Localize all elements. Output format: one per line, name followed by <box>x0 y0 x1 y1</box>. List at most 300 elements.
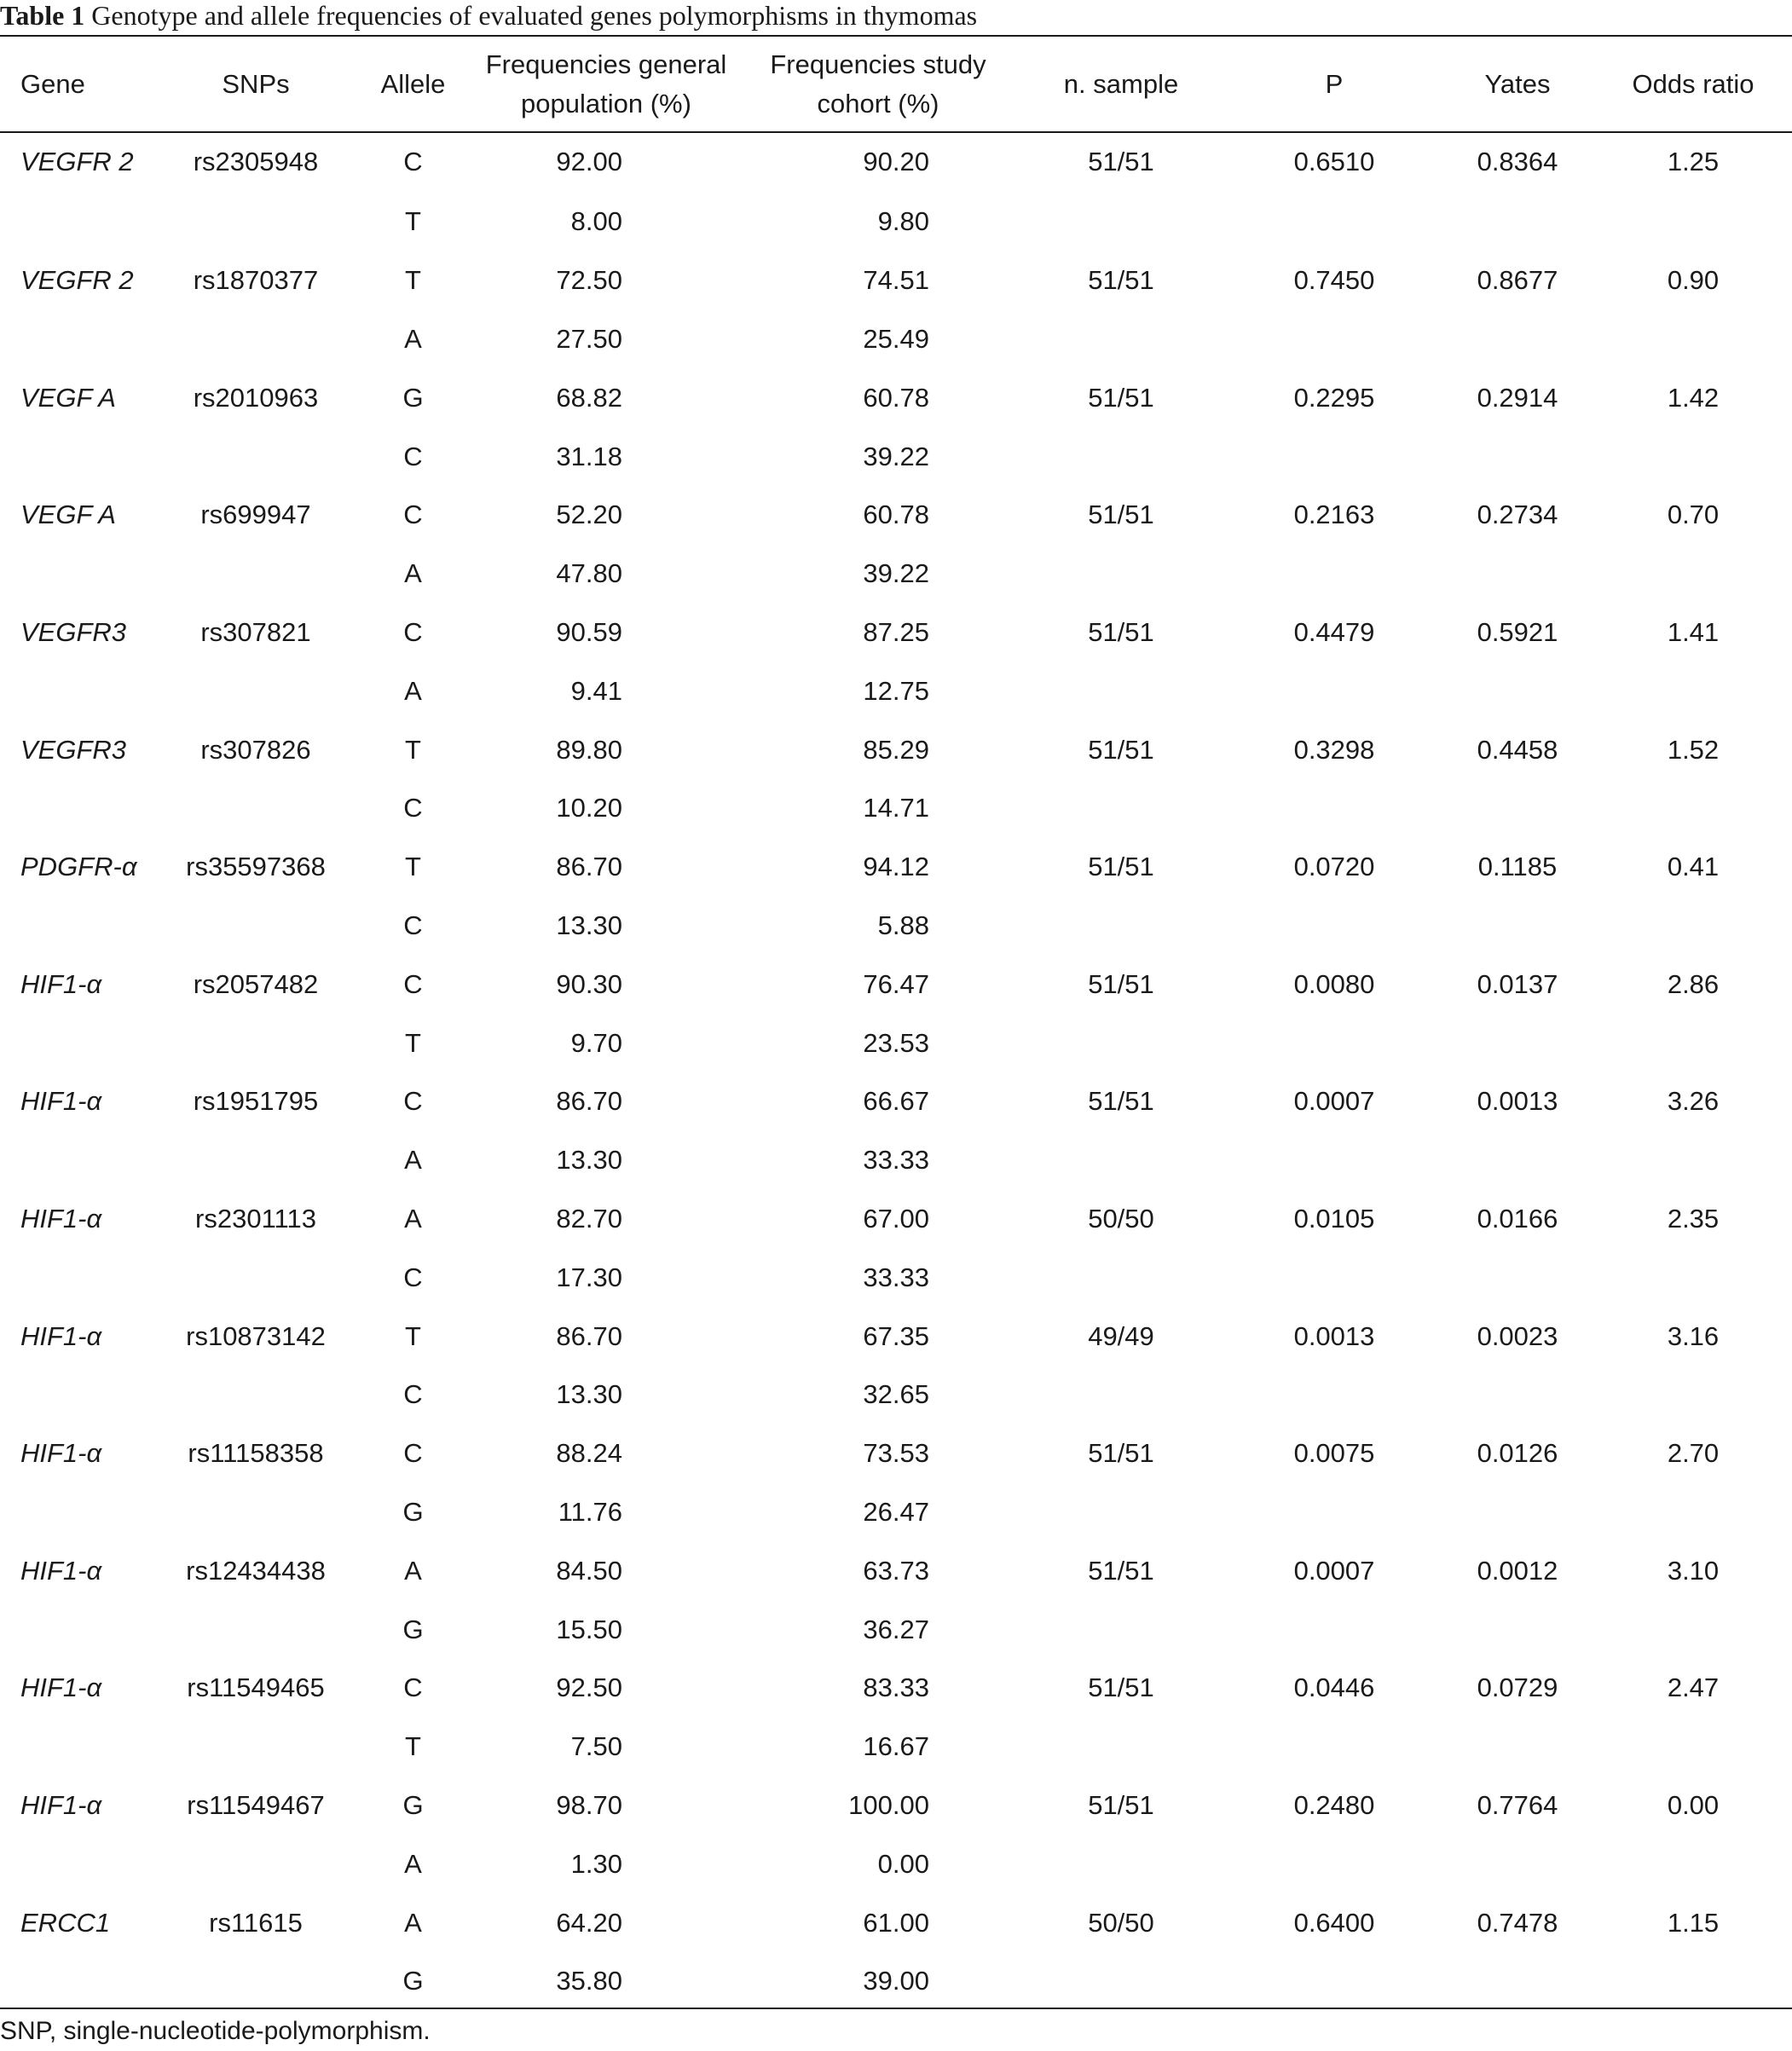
cell-n-sample: 51/51 <box>1088 734 1154 765</box>
cell-odds-ratio: 3.16 <box>1667 1320 1720 1351</box>
cell-snp: rs2305948 <box>193 147 319 176</box>
cell-n-sample <box>1015 1718 1228 1777</box>
cell-allele: C <box>403 1086 423 1117</box>
cell-odds-ratio <box>1594 662 1792 720</box>
cell-gene <box>0 1131 156 1190</box>
cell-n-sample <box>1015 1366 1228 1424</box>
cell-n-sample: 50/50 <box>1088 1907 1154 1938</box>
cell-yates <box>1441 779 1594 838</box>
cell-p: 0.0446 <box>1293 1673 1375 1703</box>
cell-gene <box>0 1366 156 1424</box>
cell-gene: VEGFR 2 <box>20 147 134 176</box>
cell-gene: PDGFR-α <box>20 852 137 882</box>
cell-n-sample: 51/51 <box>1088 1555 1154 1586</box>
table-row <box>0 1190 1792 1249</box>
cell-n-sample <box>1015 779 1228 838</box>
table-body <box>0 131 1792 2011</box>
cell-freq-study: 76.47 <box>863 968 929 999</box>
header-gene: Gene <box>20 68 85 99</box>
cell-n-sample <box>1015 310 1228 369</box>
cell-yates: 0.1185 <box>1477 852 1558 882</box>
table-row <box>0 1659 1792 1718</box>
cell-freq-general: 9.41 <box>570 675 622 706</box>
cell-freq-study: 12.75 <box>863 675 929 706</box>
cell-snp: rs1951795 <box>193 1086 319 1117</box>
table-row <box>0 251 1792 310</box>
cell-p <box>1228 1834 1441 1893</box>
cell-odds-ratio <box>1594 193 1792 251</box>
cell-gene: HIF1-α <box>20 1789 102 1820</box>
cell-freq-study: 60.78 <box>863 382 929 413</box>
cell-p: 0.2480 <box>1293 1789 1375 1820</box>
cell-n-sample: 49/49 <box>1088 1320 1154 1351</box>
cell-freq-general: 64.20 <box>556 1907 622 1938</box>
cell-allele: G <box>402 1614 424 1644</box>
cell-allele: A <box>404 558 422 589</box>
cell-freq-study: 73.53 <box>863 1438 929 1469</box>
cell-freq-general: 86.70 <box>556 1086 622 1117</box>
cell-freq-study: 25.49 <box>863 323 929 354</box>
table-row <box>0 1424 1792 1483</box>
header-snps: SNPs <box>222 68 290 99</box>
cell-yates <box>1441 1366 1594 1424</box>
cell-freq-study: 39.22 <box>863 441 929 471</box>
cell-freq-study: 33.33 <box>863 1145 929 1176</box>
cell-allele: A <box>404 1203 422 1233</box>
table-row <box>0 1541 1792 1600</box>
cell-yates <box>1441 1600 1594 1659</box>
cell-allele: A <box>404 323 422 354</box>
cell-freq-general: 13.30 <box>556 1145 622 1176</box>
cell-p <box>1228 1131 1441 1190</box>
cell-gene <box>0 1718 156 1777</box>
cell-allele: C <box>403 1673 423 1703</box>
cell-p: 0.0013 <box>1293 1320 1375 1351</box>
cell-gene: VEGFR 2 <box>20 265 134 296</box>
cell-allele: T <box>405 1027 421 1058</box>
cell-snp <box>156 1834 356 1893</box>
cell-gene: HIF1-α <box>20 1086 102 1117</box>
cell-yates <box>1441 1952 1594 2011</box>
cell-yates <box>1441 310 1594 369</box>
cell-snp <box>156 1952 356 2011</box>
cell-p: 0.0007 <box>1293 1555 1375 1586</box>
cell-freq-general: 11.76 <box>558 1496 622 1527</box>
cell-snp <box>156 1718 356 1777</box>
cell-p: 0.6510 <box>1293 147 1375 176</box>
cell-p <box>1228 1952 1441 2011</box>
cell-odds-ratio <box>1594 1014 1792 1072</box>
cell-freq-general: 9.70 <box>570 1027 622 1058</box>
cell-n-sample: 51/51 <box>1088 1086 1154 1117</box>
cell-odds-ratio: 2.70 <box>1667 1438 1720 1469</box>
cell-p: 0.0075 <box>1293 1438 1375 1469</box>
cell-p <box>1228 1366 1441 1424</box>
cell-freq-study: 67.35 <box>863 1320 929 1351</box>
cell-snp <box>156 1131 356 1190</box>
cell-snp: rs10873142 <box>186 1320 326 1351</box>
cell-yates: 0.0126 <box>1477 1438 1558 1469</box>
table-row <box>0 1307 1792 1366</box>
cell-snp <box>156 1600 356 1659</box>
cell-odds-ratio <box>1594 310 1792 369</box>
header-freq-study-line2: cohort (%) <box>817 88 939 118</box>
table-row <box>0 1072 1792 1131</box>
cell-gene <box>0 897 156 956</box>
cell-freq-study: 39.22 <box>863 558 929 589</box>
cell-allele: C <box>403 793 423 823</box>
cell-snp: rs2057482 <box>193 968 319 999</box>
cell-freq-study: 23.53 <box>863 1027 929 1058</box>
cell-allele: T <box>405 1320 421 1351</box>
cell-freq-general: 27.50 <box>556 323 622 354</box>
cell-gene <box>0 193 156 251</box>
cell-freq-study: 100.00 <box>848 1789 929 1820</box>
cell-yates: 0.8677 <box>1477 265 1558 296</box>
cell-odds-ratio: 2.47 <box>1667 1673 1720 1703</box>
cell-gene <box>0 779 156 838</box>
table-caption <box>0 0 977 36</box>
cell-p: 0.6400 <box>1293 1907 1375 1938</box>
cell-p <box>1228 662 1441 720</box>
cell-snp: rs2010963 <box>193 382 319 413</box>
cell-p <box>1228 310 1441 369</box>
cell-snp: rs11549465 <box>187 1673 325 1703</box>
cell-n-sample <box>1015 1014 1228 1072</box>
header-row <box>0 37 1792 131</box>
cell-freq-general: 17.30 <box>556 1262 622 1292</box>
cell-freq-study: 66.67 <box>863 1086 929 1117</box>
cell-odds-ratio <box>1594 427 1792 486</box>
cell-snp <box>156 310 356 369</box>
cell-n-sample: 51/51 <box>1088 852 1154 882</box>
cell-snp: rs11549467 <box>187 1789 325 1820</box>
cell-n-sample <box>1015 193 1228 251</box>
table-row <box>0 1893 1792 1952</box>
cell-freq-study: 32.65 <box>863 1379 929 1410</box>
cell-n-sample: 51/51 <box>1088 968 1154 999</box>
cell-gene: VEGFR3 <box>20 734 127 765</box>
cell-yates <box>1441 1718 1594 1777</box>
table-row <box>0 955 1792 1014</box>
cell-odds-ratio: 2.86 <box>1667 968 1720 999</box>
cell-allele: T <box>405 1731 421 1762</box>
cell-yates <box>1441 1014 1594 1072</box>
cell-odds-ratio: 0.41 <box>1667 852 1720 882</box>
cell-n-sample <box>1015 545 1228 604</box>
cell-odds-ratio: 0.70 <box>1667 500 1720 530</box>
cell-freq-study: 36.27 <box>863 1614 929 1644</box>
cell-freq-general: 92.00 <box>556 147 622 176</box>
cell-gene: HIF1-α <box>20 1438 102 1469</box>
cell-allele: A <box>404 1145 422 1176</box>
cell-freq-study: 85.29 <box>863 734 929 765</box>
cell-n-sample <box>1015 1483 1228 1542</box>
cell-snp: rs307826 <box>200 734 311 765</box>
cell-gene <box>0 1952 156 2011</box>
cell-freq-general: 84.50 <box>556 1555 622 1586</box>
table-row <box>0 310 1792 369</box>
cell-n-sample <box>1015 1131 1228 1190</box>
cell-gene <box>0 427 156 486</box>
cell-gene: HIF1-α <box>20 1673 102 1703</box>
cell-odds-ratio: 1.42 <box>1667 382 1720 413</box>
cell-freq-general: 52.20 <box>556 500 622 530</box>
table-caption-text: Genotype and allele frequencies of evaluated genes polymorphisms in thymomas <box>91 0 978 31</box>
cell-yates: 0.5921 <box>1477 616 1558 647</box>
cell-gene: HIF1-α <box>20 1320 102 1351</box>
table-row <box>0 720 1792 779</box>
cell-freq-study: 26.47 <box>863 1496 929 1527</box>
cell-odds-ratio <box>1594 545 1792 604</box>
cell-n-sample <box>1015 1952 1228 2011</box>
cell-freq-study: 0.00 <box>877 1848 929 1879</box>
cell-snp <box>156 1366 356 1424</box>
cell-snp <box>156 1248 356 1307</box>
cell-freq-study: 67.00 <box>863 1203 929 1233</box>
header-p: P <box>1325 68 1344 99</box>
cell-allele: T <box>405 852 421 882</box>
cell-freq-study: 39.00 <box>863 1966 929 1996</box>
cell-odds-ratio <box>1594 1366 1792 1424</box>
cell-n-sample <box>1015 1248 1228 1307</box>
cell-freq-general: 68.82 <box>556 382 622 413</box>
cell-odds-ratio <box>1594 779 1792 838</box>
cell-odds-ratio: 1.15 <box>1667 1907 1720 1938</box>
cell-snp <box>156 1483 356 1542</box>
header-odds-ratio: Odds ratio <box>1632 68 1754 99</box>
cell-p <box>1228 545 1441 604</box>
cell-n-sample: 51/51 <box>1088 1673 1154 1703</box>
cell-allele: G <box>402 1496 424 1527</box>
cell-odds-ratio: 1.41 <box>1667 616 1720 647</box>
cell-freq-general: 13.30 <box>556 1379 622 1410</box>
cell-snp: rs11615 <box>209 1907 303 1938</box>
cell-p: 0.2295 <box>1293 382 1375 413</box>
cell-n-sample: 51/51 <box>1088 1789 1154 1820</box>
cell-freq-general: 86.70 <box>556 852 622 882</box>
cell-snp <box>156 545 356 604</box>
cell-allele: A <box>404 1848 422 1879</box>
cell-allele: C <box>403 1262 423 1292</box>
cell-allele: A <box>404 1907 422 1938</box>
allele-frequency-table <box>0 37 1792 2011</box>
cell-freq-general: 31.18 <box>556 441 622 471</box>
cell-allele: C <box>403 910 423 940</box>
cell-n-sample <box>1015 1600 1228 1659</box>
cell-yates: 0.0013 <box>1477 1086 1558 1117</box>
cell-freq-study: 33.33 <box>863 1262 929 1292</box>
header-freq-general-line2: population (%) <box>521 88 691 118</box>
header-freq-general-line1: Frequencies general <box>485 49 727 79</box>
cell-freq-study: 74.51 <box>863 265 929 296</box>
cell-yates: 0.8364 <box>1477 147 1558 176</box>
cell-gene <box>0 1014 156 1072</box>
cell-odds-ratio <box>1594 1952 1792 2011</box>
table-row <box>0 604 1792 662</box>
table-row <box>0 1131 1792 1190</box>
table-row <box>0 1014 1792 1072</box>
cell-freq-study: 14.71 <box>863 793 929 823</box>
table-caption-label: Table 1 <box>0 0 85 31</box>
cell-gene <box>0 1483 156 1542</box>
table-row <box>0 131 1792 193</box>
cell-gene: ERCC1 <box>20 1907 111 1938</box>
cell-freq-study: 5.88 <box>877 910 929 940</box>
cell-freq-general: 86.70 <box>556 1320 622 1351</box>
cell-odds-ratio: 1.52 <box>1667 734 1720 765</box>
cell-p <box>1228 1718 1441 1777</box>
cell-n-sample: 51/51 <box>1088 500 1154 530</box>
cell-snp <box>156 897 356 956</box>
cell-odds-ratio <box>1594 897 1792 956</box>
cell-gene <box>0 1834 156 1893</box>
table-row <box>0 1952 1792 2011</box>
cell-yates <box>1441 662 1594 720</box>
cell-gene <box>0 545 156 604</box>
cell-yates <box>1441 1131 1594 1190</box>
cell-allele: A <box>404 1555 422 1586</box>
cell-allele: C <box>403 147 423 176</box>
cell-p: 0.7450 <box>1293 265 1375 296</box>
cell-gene: HIF1-α <box>20 1203 102 1233</box>
cell-p <box>1228 779 1441 838</box>
table-row <box>0 1483 1792 1542</box>
cell-freq-general: 10.20 <box>556 793 622 823</box>
header-n-sample: n. sample <box>1063 68 1179 99</box>
cell-snp: rs35597368 <box>186 852 326 882</box>
cell-allele: C <box>403 1379 423 1410</box>
table-footnote: SNP, single-nucleotide-polymorphism. <box>0 2017 431 2045</box>
cell-p: 0.0105 <box>1293 1203 1375 1233</box>
cell-p: 0.0080 <box>1293 968 1375 999</box>
table-row <box>0 1600 1792 1659</box>
cell-snp <box>156 427 356 486</box>
cell-p <box>1228 193 1441 251</box>
cell-gene: VEGFR3 <box>20 616 127 647</box>
cell-p: 0.3298 <box>1293 734 1375 765</box>
cell-p: 0.0720 <box>1293 852 1375 882</box>
cell-p <box>1228 1248 1441 1307</box>
cell-odds-ratio: 0.00 <box>1667 1789 1720 1820</box>
cell-allele: G <box>402 1966 424 1996</box>
table-row <box>0 1248 1792 1307</box>
cell-gene: VEGF A <box>20 500 116 530</box>
cell-freq-general: 90.30 <box>556 968 622 999</box>
cell-snp: rs699947 <box>200 500 311 530</box>
cell-freq-general: 82.70 <box>556 1203 622 1233</box>
cell-allele: A <box>404 675 422 706</box>
cell-gene <box>0 310 156 369</box>
cell-freq-general: 35.80 <box>556 1966 622 1996</box>
cell-snp <box>156 662 356 720</box>
cell-allele: C <box>403 500 423 530</box>
table-row <box>0 662 1792 720</box>
table-row <box>0 368 1792 427</box>
cell-snp: rs2301113 <box>195 1203 316 1233</box>
table-row <box>0 193 1792 251</box>
table-row <box>0 897 1792 956</box>
cell-p <box>1228 1600 1441 1659</box>
cell-n-sample: 51/51 <box>1088 382 1154 413</box>
table-row <box>0 779 1792 838</box>
cell-allele: C <box>403 616 423 647</box>
cell-freq-study: 94.12 <box>863 852 929 882</box>
cell-n-sample <box>1015 897 1228 956</box>
cell-snp: rs11158358 <box>188 1438 324 1469</box>
cell-gene: HIF1-α <box>20 968 102 999</box>
cell-snp: rs12434438 <box>186 1555 326 1586</box>
cell-odds-ratio <box>1594 1834 1792 1893</box>
cell-allele: T <box>405 734 421 765</box>
cell-n-sample: 50/50 <box>1088 1203 1154 1233</box>
header-yates: Yates <box>1484 68 1551 99</box>
cell-freq-general: 7.50 <box>570 1731 622 1762</box>
cell-allele: C <box>403 441 423 471</box>
table-header <box>0 37 1792 131</box>
cell-yates: 0.7478 <box>1477 1907 1558 1938</box>
header-freq-study <box>742 37 1015 131</box>
table-row <box>0 1777 1792 1835</box>
cell-odds-ratio: 3.26 <box>1667 1086 1720 1117</box>
cell-odds-ratio: 1.25 <box>1667 147 1720 176</box>
cell-freq-general: 8.00 <box>570 206 622 237</box>
cell-freq-general: 15.50 <box>556 1614 622 1644</box>
table-row <box>0 1366 1792 1424</box>
table-row <box>0 427 1792 486</box>
cell-freq-study: 87.25 <box>863 616 929 647</box>
cell-n-sample: 51/51 <box>1088 265 1154 296</box>
cell-freq-general: 13.30 <box>556 910 622 940</box>
cell-allele: T <box>405 265 421 296</box>
cell-allele: C <box>403 1438 423 1469</box>
cell-freq-study: 60.78 <box>863 500 929 530</box>
cell-yates: 0.0012 <box>1477 1555 1558 1586</box>
cell-gene <box>0 1248 156 1307</box>
cell-yates: 0.2914 <box>1477 382 1558 413</box>
cell-freq-general: 88.24 <box>556 1438 622 1469</box>
cell-freq-general: 47.80 <box>556 558 622 589</box>
cell-gene: VEGF A <box>20 382 116 413</box>
cell-n-sample: 51/51 <box>1088 147 1154 176</box>
cell-yates <box>1441 193 1594 251</box>
cell-snp: rs1870377 <box>193 265 319 296</box>
cell-freq-study: 83.33 <box>863 1673 929 1703</box>
cell-n-sample <box>1015 662 1228 720</box>
cell-yates <box>1441 1834 1594 1893</box>
cell-yates: 0.0023 <box>1477 1320 1558 1351</box>
table-row <box>0 1718 1792 1777</box>
cell-allele: T <box>405 206 421 237</box>
cell-odds-ratio <box>1594 1131 1792 1190</box>
cell-p: 0.4479 <box>1293 616 1375 647</box>
cell-yates: 0.4458 <box>1477 734 1558 765</box>
cell-n-sample <box>1015 1834 1228 1893</box>
table-row <box>0 838 1792 897</box>
cell-n-sample <box>1015 427 1228 486</box>
table-row <box>0 1834 1792 1893</box>
cell-snp: rs307821 <box>200 616 311 647</box>
cell-yates <box>1441 897 1594 956</box>
cell-allele: G <box>402 382 424 413</box>
table-row <box>0 486 1792 545</box>
cell-freq-general: 98.70 <box>556 1789 622 1820</box>
cell-gene <box>0 662 156 720</box>
cell-yates: 0.0166 <box>1477 1203 1558 1233</box>
cell-odds-ratio <box>1594 1600 1792 1659</box>
cell-p <box>1228 897 1441 956</box>
cell-allele: G <box>402 1789 424 1820</box>
